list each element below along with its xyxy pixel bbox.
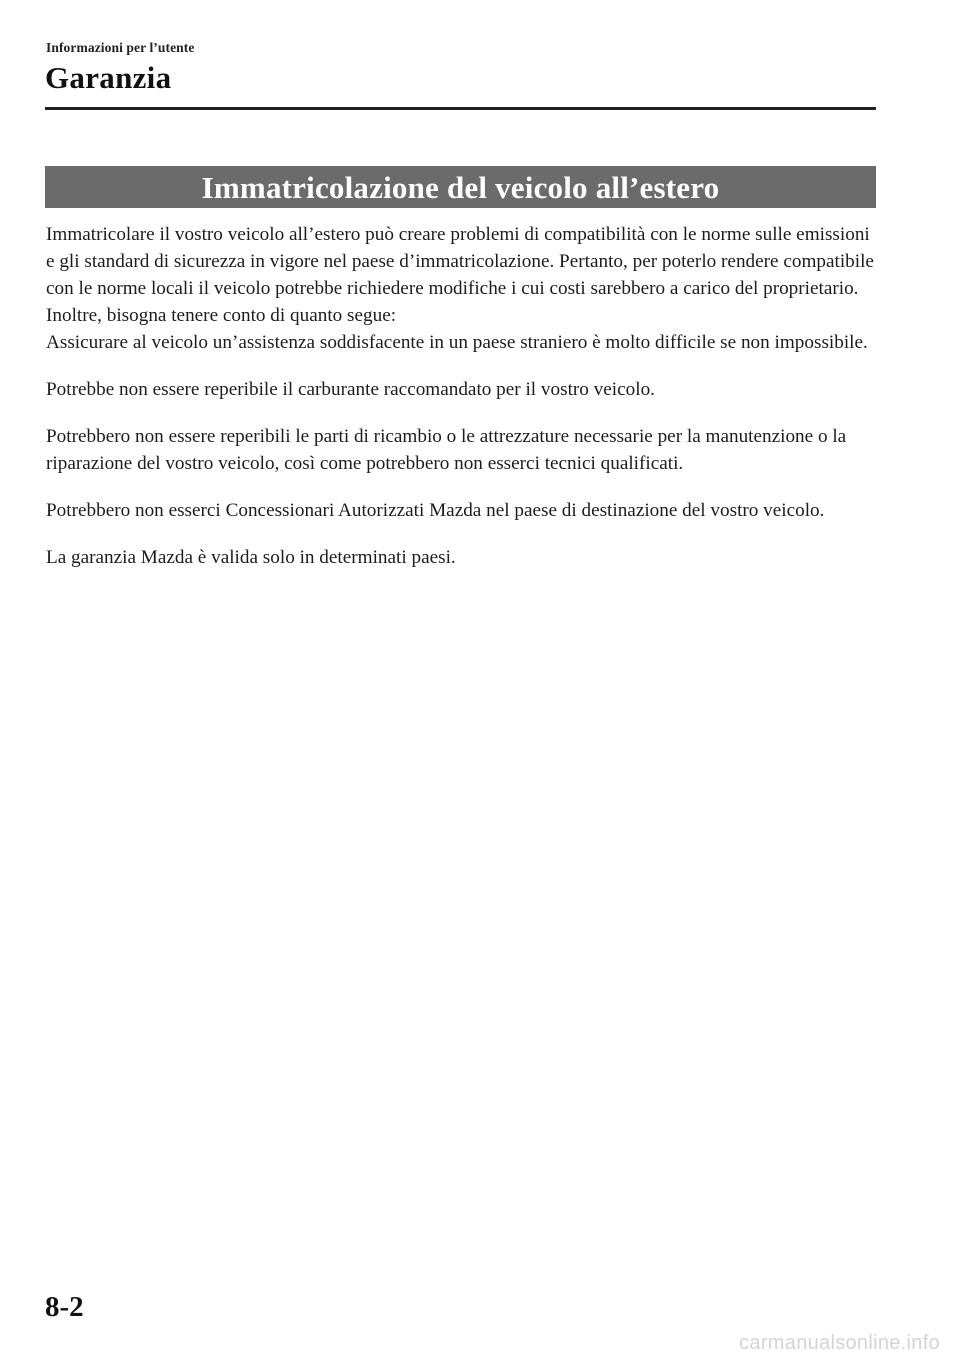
paragraph-spare-parts: Potrebbero non essere reperibili le parti di ricambio o le attrezzature necessarie per la manutenzione o la riparazione del vostro veicolo, così come potrebbero non esserci tecnici qualificati.: [46, 426, 847, 474]
paragraph-warranty: La garanzia Mazda è valida solo in determinati paesi.: [46, 547, 456, 568]
page-number: 8-2: [45, 1291, 84, 1323]
paragraph-spacer: [46, 524, 882, 544]
paragraph-registration: Immatricolare il vostro veicolo all’estero può creare problemi di compatibilità con le norme sulle emissioni e gli standard di sicurezza in vigore nel paese d’immatricolazione. Pertanto, per poterlo rendere compatibile con le norme locali il veicolo potrebbe richiedere modifiche i cui costi sarebbero a carico del proprietario.: [46, 224, 874, 299]
page-title: Garanzia: [45, 60, 172, 95]
paragraph-spacer: [46, 403, 882, 423]
watermark: carmanualsonline.info: [739, 1332, 940, 1354]
paragraph-considerations: Inoltre, bisogna tenere conto di quanto segue:: [46, 305, 397, 326]
paragraph-spacer: [46, 477, 882, 497]
paragraph-assistance: Assicurare al veicolo un’assistenza soddisfacente in un paese straniero è molto difficile se non impossibile.: [46, 332, 868, 353]
section-title: Immatricolazione del veicolo all’estero: [201, 169, 720, 205]
paragraph-fuel: Potrebbe non essere reperibile il carburante raccomandato per il vostro veicolo.: [46, 379, 655, 400]
section-body: [46, 221, 882, 571]
paragraph-spacer: [46, 356, 882, 376]
section-banner: [45, 166, 876, 208]
paragraph-dealers: Potrebbero non esserci Concessionari Autorizzati Mazda nel paese di destinazione del vostro veicolo.: [46, 500, 825, 521]
title-divider: [45, 107, 876, 110]
page-kicker: Informazioni per l’utente: [46, 40, 195, 55]
